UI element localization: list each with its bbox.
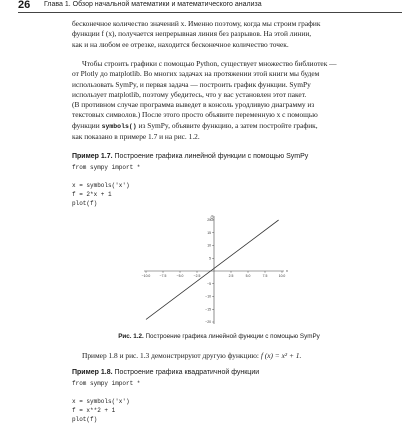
code-line: f = 2*x + 1 — [72, 191, 112, 198]
x-tick-label: 10.0 — [278, 274, 286, 278]
x-tick-label: 2.5 — [228, 274, 234, 278]
text-line: (В противном случае программа выведет в консоль уродливую диаграмму из — [72, 100, 315, 110]
y-tick-label: −5 — [207, 281, 211, 286]
y-tick-label: 15 — [207, 230, 211, 235]
paragraph-1 — [72, 19, 366, 50]
text-line: как показано в примере 1.7 и на рис. 1.2. — [72, 132, 200, 142]
figure-number: Рис. 1.2. — [118, 333, 144, 340]
example-title: Построение графика линейной функции с помощью SymPy — [112, 153, 309, 160]
x-tick-label: −2.5 — [193, 274, 201, 278]
x-tick-label: −5.0 — [176, 274, 184, 278]
text-line — [72, 121, 366, 132]
figure-caption-text: Построение графика линейной функции с помощью SymPy — [143, 333, 320, 340]
code-line: x = symbols('x') — [72, 182, 130, 189]
x-tick-label: 5.0 — [245, 274, 251, 278]
series-line — [146, 220, 279, 319]
code-line: plot(f) — [72, 200, 98, 207]
text-line: Чтобы строить графики с помощью Python, существует множество библиотек — — [82, 59, 337, 68]
inline-code: symbols() — [101, 122, 137, 130]
example-1-8-title — [72, 369, 372, 376]
page-header — [18, 0, 402, 13]
page-number: 26 — [18, 0, 31, 11]
code-block-1-8 — [72, 379, 140, 424]
text-line: использовать SymPy, и первая задача — построить график функции. SymPy — [72, 79, 311, 89]
example-title: Построение графика квадратичной функции — [112, 369, 260, 376]
y-tick-label: −10 — [205, 294, 211, 299]
x-tick-label: −7.5 — [159, 274, 167, 278]
y-tick-label: 5 — [209, 256, 211, 261]
plot-layer — [142, 215, 288, 324]
code-line: from sympy import * — [72, 380, 141, 387]
x-axis-label: x — [286, 269, 288, 274]
example-number: Пример 1.8. — [72, 369, 113, 376]
paragraph-3 — [72, 351, 366, 361]
text-span: функции — [72, 120, 102, 130]
formula: f (x) = x² + 1. — [260, 351, 302, 360]
example-number: Пример 1.7. — [72, 153, 113, 160]
y-tick-label: 10 — [207, 243, 211, 248]
chapter-title: Глава 1. Обзор начальной математики и математического анализа — [44, 1, 262, 8]
code-line: f = x**2 + 1 — [72, 407, 116, 414]
code-line: from sympy import * — [72, 164, 141, 171]
linear-function-chart — [138, 210, 290, 330]
code-line: plot(f) — [72, 416, 98, 423]
text-line: бесконечное количество значений x. Именно поэтому, когда мы строим график — [72, 19, 321, 28]
x-tick-label: 7.5 — [262, 274, 268, 278]
text-span: из SymPy, объявите функцию, а затем постройте график, — [136, 120, 318, 130]
example-1-7-title — [72, 153, 372, 160]
text-line: как и на любом ее отрезке, находится бесконечное количество точек. — [72, 39, 289, 49]
text-line: текстовых символов.) После этого просто объявите переменную x с помощью — [72, 110, 318, 120]
text-line: использует matplotlib, поэтому убедитесь, что у вас установлен этот пакет. — [72, 89, 307, 99]
text-line: функции f (x), получается непрерывная линия без разрывов. На этой линии, — [72, 29, 312, 39]
text-line — [72, 351, 366, 361]
text-line: от Plotly до matplotlib. Во многих задачах на протяжении этой книги мы будем — [72, 69, 320, 79]
figure-1-2-caption — [72, 333, 366, 340]
y-tick-label: 20 — [207, 218, 211, 223]
code-line: x = symbols('x') — [72, 398, 130, 405]
y-axis-label: f(x) — [210, 215, 214, 221]
x-tick-label: −10.0 — [141, 274, 151, 278]
y-tick-label: −20 — [205, 320, 211, 325]
text-span: Пример 1.8 и рис. 1.3 демонстрируют другую функцию: — [82, 351, 261, 360]
y-tick-label: −15 — [205, 307, 211, 312]
paragraph-2 — [72, 59, 366, 142]
code-block-1-7 — [72, 163, 140, 208]
